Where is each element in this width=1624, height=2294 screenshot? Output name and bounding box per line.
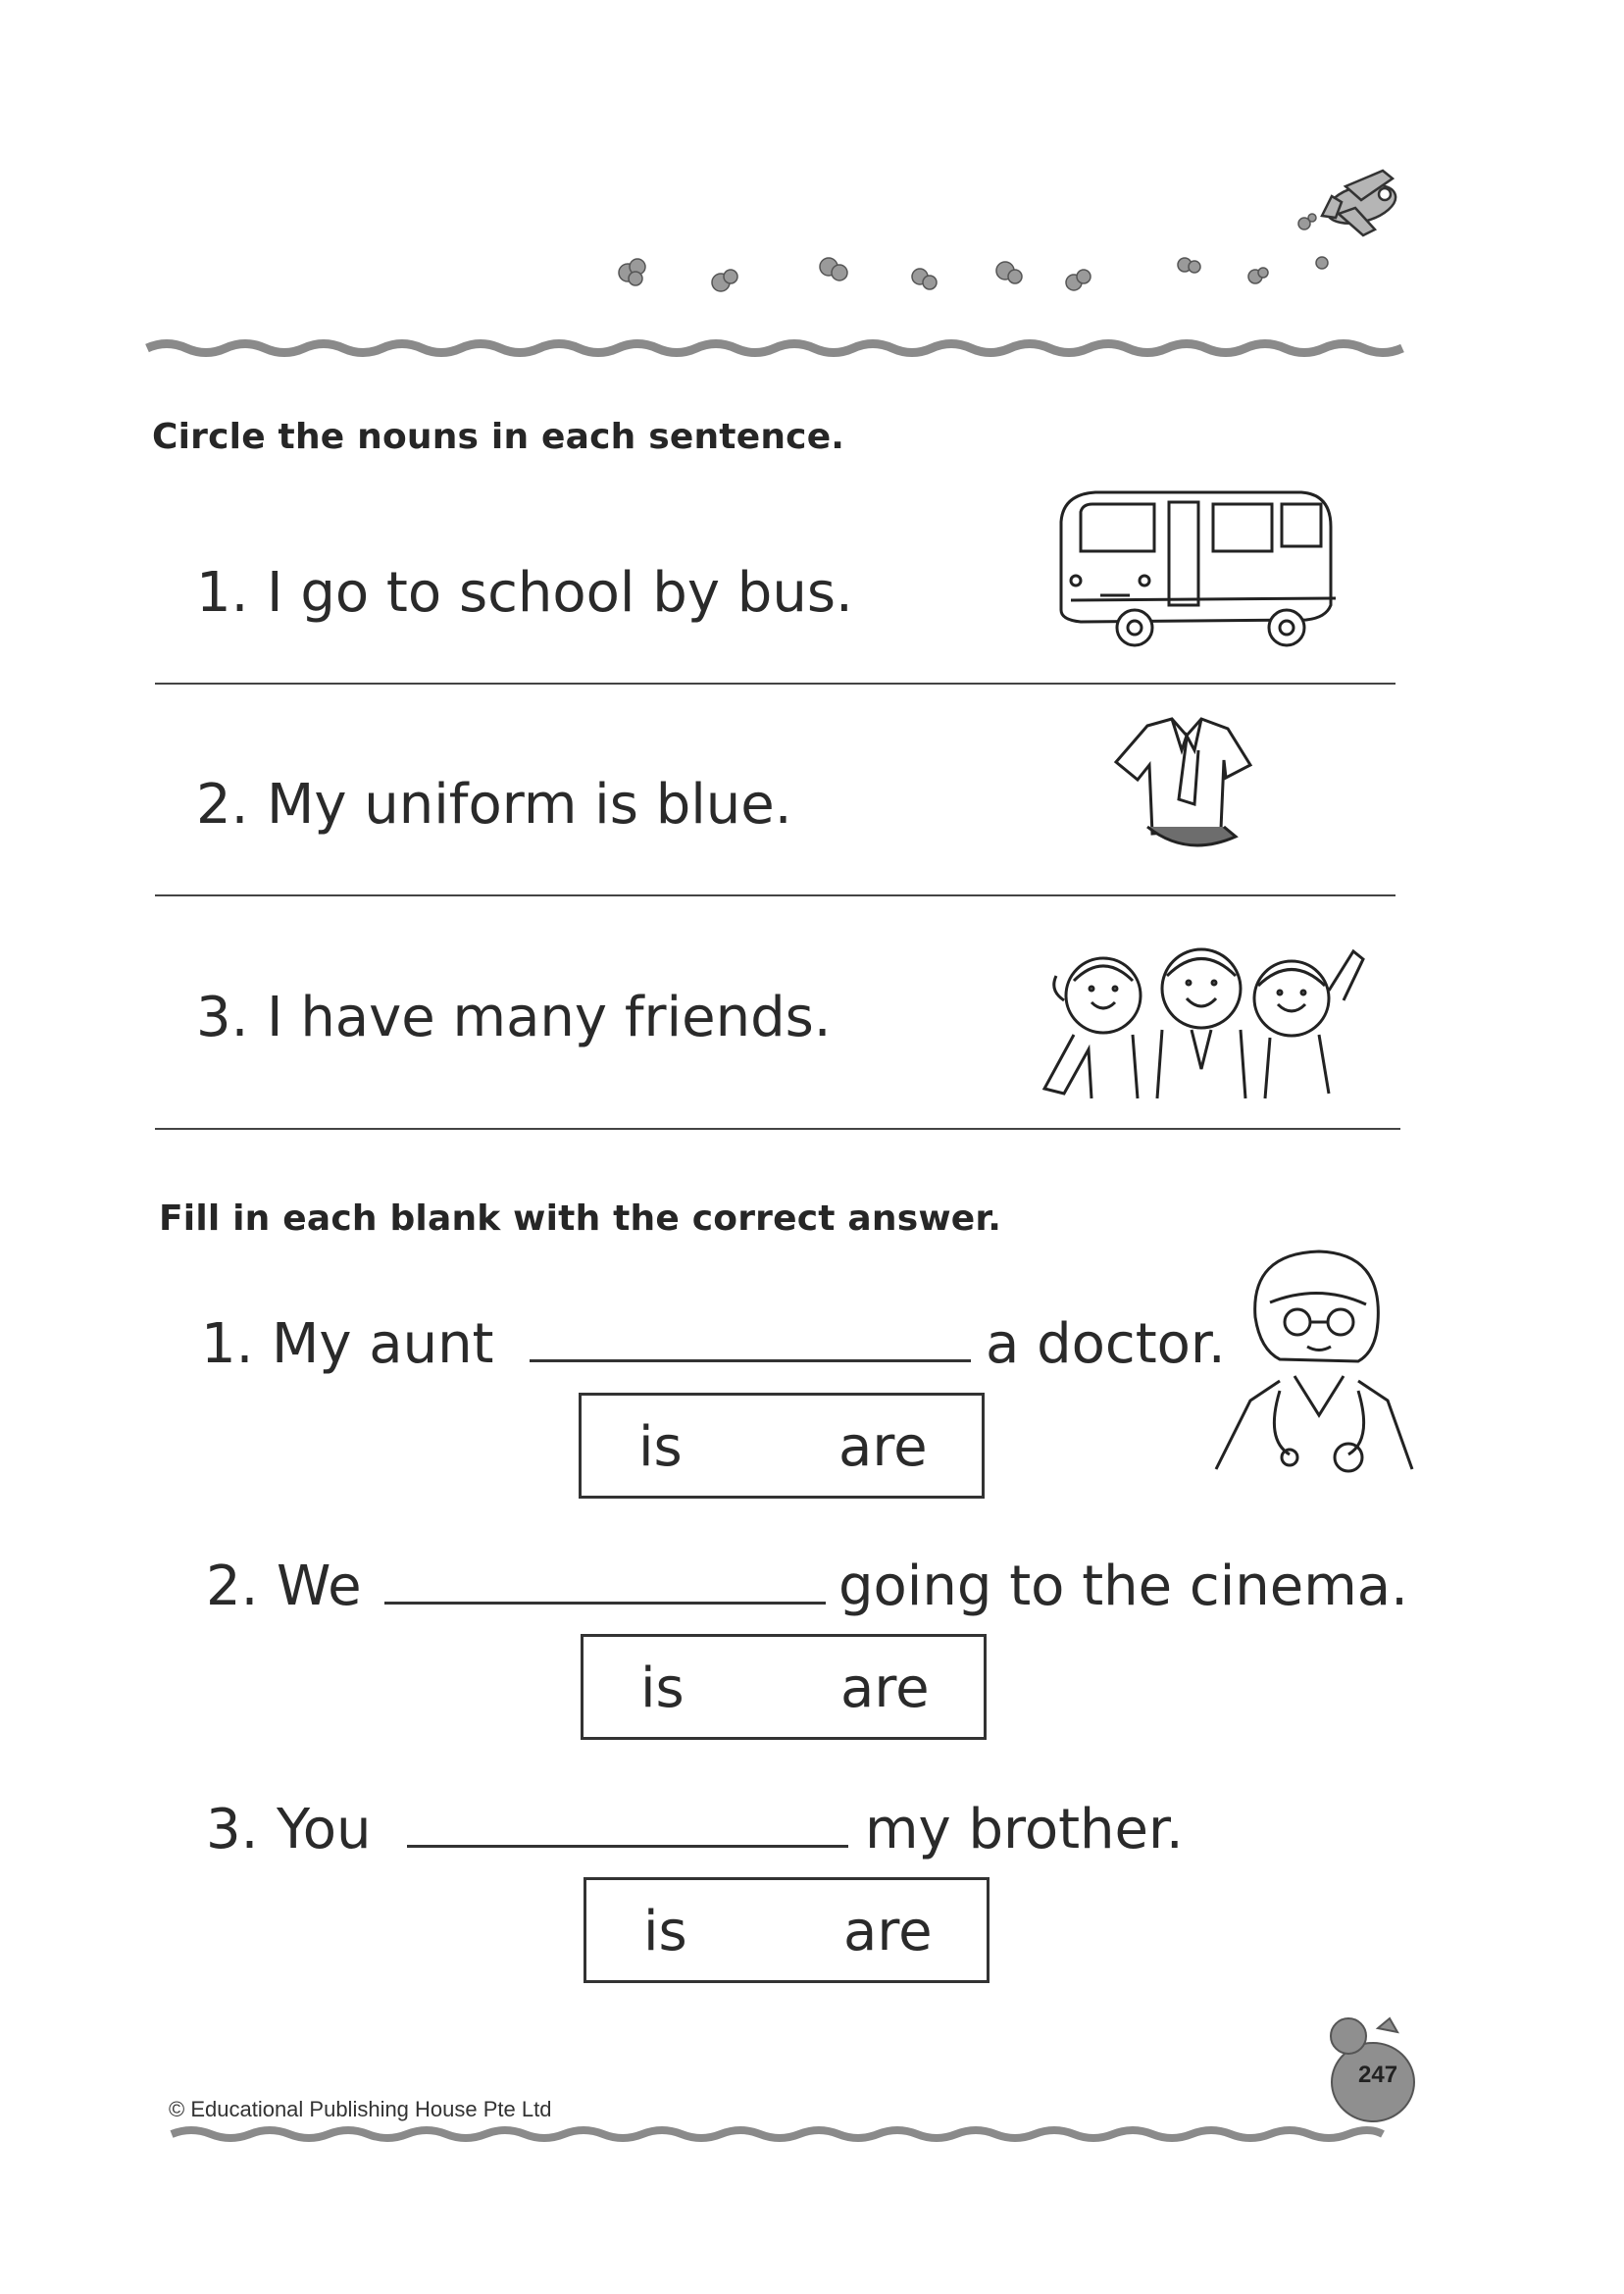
bottom-divider (172, 2122, 1383, 2146)
bus-icon (1051, 483, 1338, 651)
airplane-trail-icon (608, 157, 1393, 314)
divider-line (155, 1128, 1400, 1130)
sentence-before: My aunt (272, 1312, 494, 1376)
answer-blank-2[interactable] (384, 1555, 826, 1605)
sentence-text: My uniform is blue. (267, 773, 792, 837)
item-number: 2. (206, 1555, 259, 1618)
fill-sentence-2 (206, 1555, 362, 1618)
answer-blank-3[interactable] (407, 1798, 848, 1848)
choice-is[interactable]: is (643, 1900, 687, 1963)
noun-sentence-3 (196, 986, 832, 1049)
item-number: 1. (196, 561, 249, 625)
choice-are[interactable]: are (840, 1657, 930, 1720)
top-divider (147, 333, 1402, 363)
choice-box-2 (581, 1634, 987, 1740)
item-number: 3. (206, 1798, 259, 1861)
sentence-after: my brother. (865, 1798, 1184, 1861)
doctor-icon (1211, 1244, 1417, 1479)
section1-instruction: Circle the nouns in each sentence. (152, 417, 845, 457)
sentence-text: I have many friends. (267, 986, 832, 1049)
section2-instruction: Fill in each blank with the correct answer. (159, 1198, 1002, 1239)
choice-are[interactable]: are (843, 1900, 933, 1963)
choice-box-3 (584, 1877, 990, 1983)
divider-line (155, 894, 1396, 896)
page-number: 247 (1358, 2062, 1398, 2088)
friends-icon (1035, 932, 1378, 1108)
item-number: 3. (196, 986, 249, 1049)
uniform-icon (1108, 711, 1265, 868)
choice-is[interactable]: is (638, 1415, 683, 1479)
fill-sentence-1 (201, 1312, 494, 1376)
item-number: 1. (201, 1312, 254, 1376)
sentence-after: going to the cinema. (838, 1555, 1408, 1618)
noun-sentence-1 (196, 561, 853, 625)
choice-is[interactable]: is (640, 1657, 685, 1720)
top-decoration (608, 157, 1393, 314)
sentence-before: You (277, 1798, 372, 1861)
copyright-text: © Educational Publishing House Pte Ltd (169, 2097, 552, 2121)
sentence-before: We (277, 1555, 362, 1618)
fill-sentence-3 (206, 1798, 372, 1861)
divider-line (155, 683, 1396, 685)
sentence-after: a doctor. (986, 1312, 1226, 1376)
sentence-text: I go to school by bus. (267, 561, 853, 625)
choice-box-1 (579, 1393, 985, 1499)
choice-are[interactable]: are (838, 1415, 928, 1479)
item-number: 2. (196, 773, 249, 837)
answer-blank-1[interactable] (530, 1312, 971, 1362)
noun-sentence-2 (196, 773, 792, 837)
